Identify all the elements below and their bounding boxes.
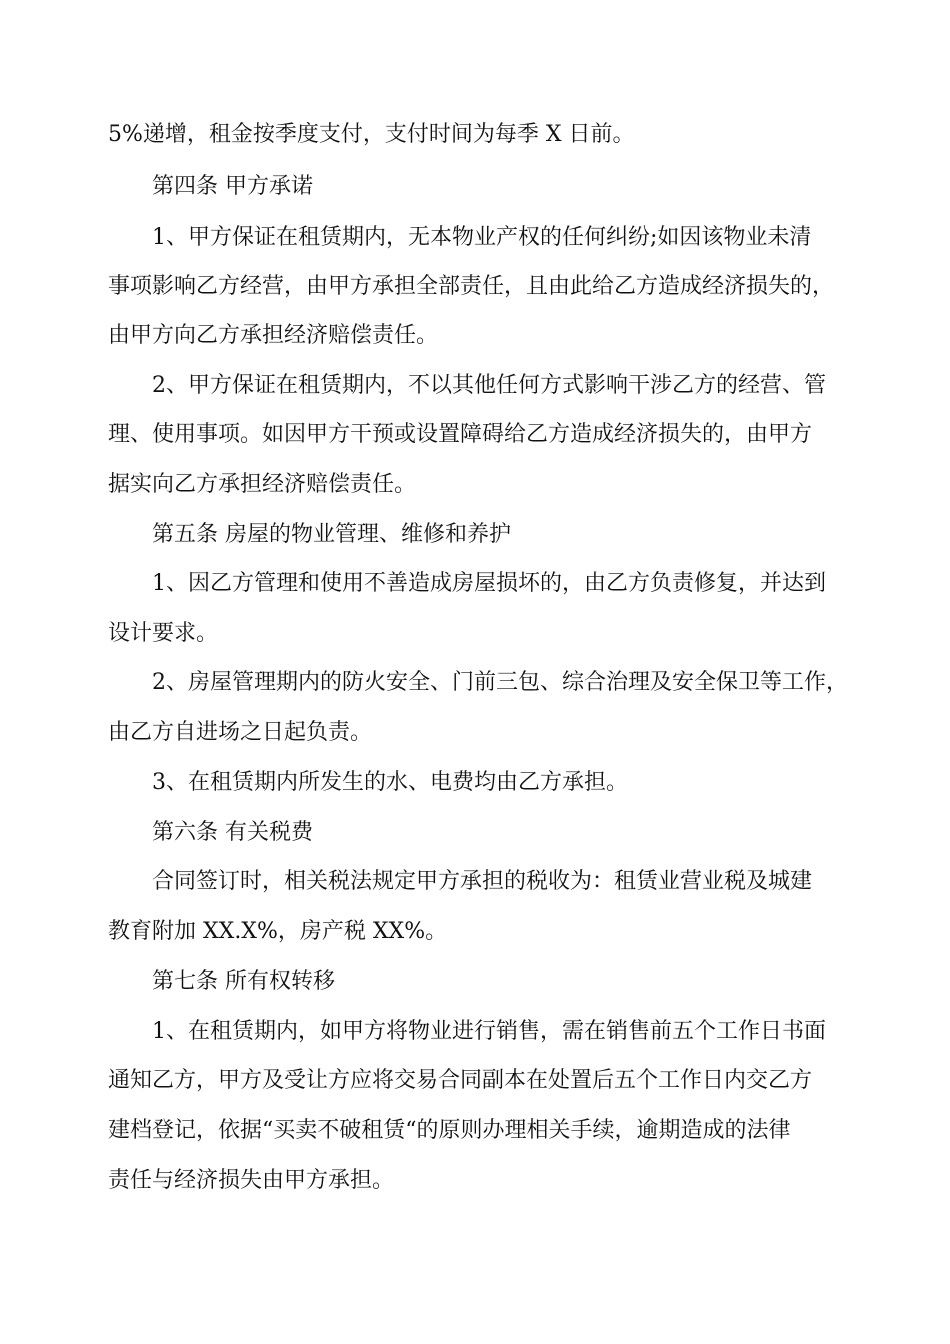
paragraph-line: 理、使用事项。如因甲方干预或设置障碍给乙方造成经济损失的，由甲方: [108, 422, 813, 447]
section-heading-4: 第四条 甲方承诺: [152, 174, 313, 199]
paragraph-line: 1、在租赁期内，如甲方将物业进行销售，需在销售前五个工作日书面: [152, 1019, 826, 1044]
paragraph-line: 责任与经济损失由甲方承担。: [108, 1168, 395, 1193]
paragraph-line: 合同签订时，相关税法规定甲方承担的税收为：租赁业营业税及城建: [152, 869, 813, 894]
paragraph-line: 5%递增，租金按季度支付，支付时间为每季 X 日前。: [108, 122, 635, 147]
paragraph-line: 3、在租赁期内所发生的水、电费均由乙方承担。: [152, 770, 628, 795]
paragraph-line: 建档登记，依据“买卖不破租赁“的原则办理相关手续，逾期造成的法律: [108, 1118, 791, 1143]
section-heading-5: 第五条 房屋的物业管理、维修和养护: [152, 522, 511, 547]
paragraph-line: 事项影响乙方经营，由甲方承担全部责任，且由此给乙方造成经济损失的，: [108, 274, 835, 299]
paragraph-line: 据实向乙方承担经济赔偿责任。: [108, 472, 417, 497]
paragraph-line: 1、甲方保证在租赁期内，无本物业产权的任何纠纷;如因该物业未清: [152, 225, 812, 250]
paragraph-line: 设计要求。: [108, 621, 219, 646]
paragraph-line: 通知乙方，甲方及受让方应将交易合同副本在处置后五个工作日内交乙方: [108, 1068, 813, 1093]
paragraph-line: 由乙方自进场之日起负责。: [108, 720, 373, 745]
paragraph-line: 2、甲方保证在租赁期内，不以其他任何方式影响干涉乙方的经营、管: [152, 373, 826, 398]
section-heading-7: 第七条 所有权转移: [152, 969, 335, 994]
paragraph-line: 1、因乙方管理和使用不善造成房屋损坏的，由乙方负责修复，并达到: [152, 571, 826, 596]
paragraph-line: 2、房屋管理期内的防火安全、门前三包、综合治理及安全保卫等工作，: [152, 670, 848, 695]
paragraph-line: 由甲方向乙方承担经济赔偿责任。: [108, 323, 439, 348]
section-heading-6: 第六条 有关税费: [152, 820, 313, 845]
paragraph-line: 教育附加 XX.X%，房产税 XX%。: [108, 919, 448, 944]
